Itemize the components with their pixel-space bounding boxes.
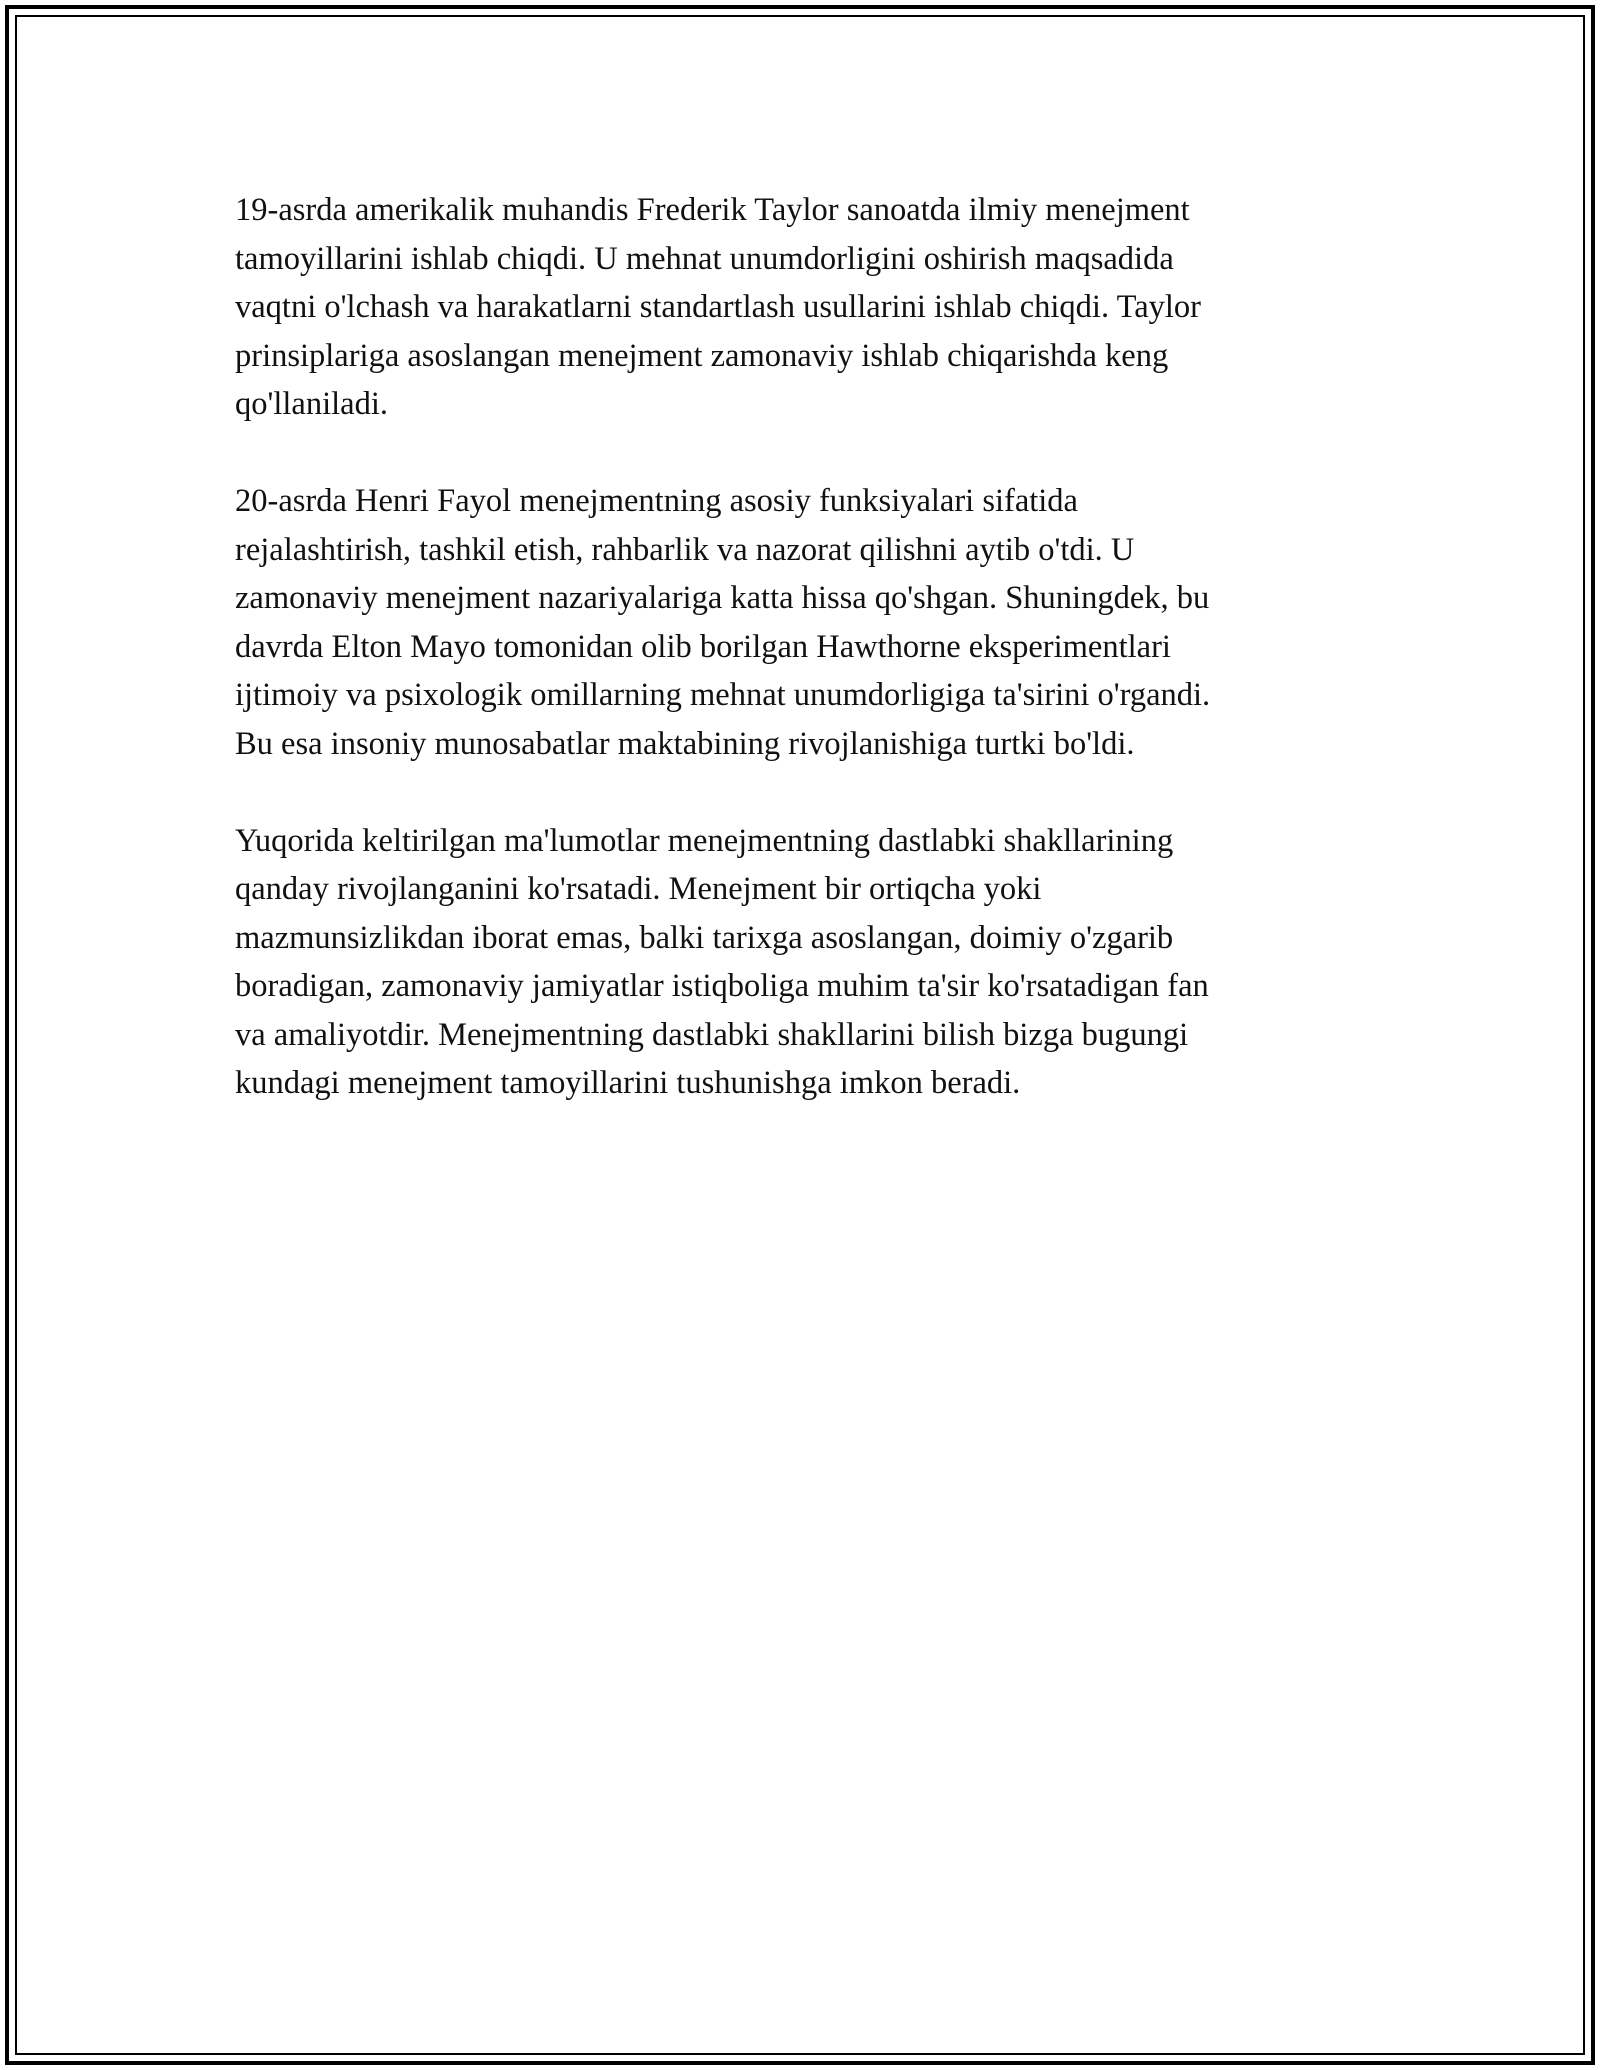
paragraph-fayol [235,477,1355,768]
text-line: va amaliyotdir. Menejmentning dastlabki shakllarini bilish bizga bugungi [235,1016,1189,1053]
text-line: tamoyillarini ishlab chiqdi. U mehnat unumdorligini oshirish maqsadida [235,240,1174,277]
text-line: prinsiplariga asoslangan menejment zamonaviy ishlab chiqarishda keng [235,337,1169,374]
text-line: zamonaviy menejment nazariyalariga katta hissa qo'shgan. Shuningdek, bu [235,580,1210,616]
text-line: mazmunsizlikdan iborat emas, balki tarixga asoslangan, doimiy o'zgarib [235,919,1174,956]
text-line: ijtimoiy va psixologik omillarning mehnat unumdorligiga ta'sirini o'rgandi. [235,677,1211,713]
text-line: qanday rivojlanganini ko'rsatadi. Menejment bir ortiqcha yoki [235,871,1042,907]
text-line: 19-asrda amerikalik muhandis Frederik Taylor sanoatda ilmiy menejment [235,192,1190,228]
text-line: Bu esa insoniy munosabatlar maktabining rivojlanishiga turtki bo'ldi. [235,725,1135,762]
text-line: rejalashtirish, tashkil etish, rahbarlik va nazorat qilishni aytib o'tdi. U [235,531,1135,568]
text-line: qo'llaniladi. [235,386,388,422]
paragraph-taylor [235,186,1355,429]
text-line: vaqtni o'lchash va harakatlarni standartlash usullarini ishlab chiqdi. Taylor [235,289,1201,325]
text-line: boradigan, zamonaviy jamiyatlar istiqboliga muhim ta'sir ko'rsatadigan fan [235,968,1209,1004]
text-line: Yuqorida keltirilgan ma'lumotlar menejmentning dastlabki shakllarining [235,822,1174,859]
text-line: davrda Elton Mayo tomonidan olib borilgan Hawthorne eksperimentlari [235,628,1171,665]
text-line: 20-asrda Henri Fayol menejmentning asosiy funksiyalari sifatida [235,483,1078,519]
document-body [235,186,1355,1108]
text-line: kundagi menejment tamoyillarini tushunishga imkon beradi. [235,1065,1021,1101]
paragraph-conclusion [235,817,1355,1108]
